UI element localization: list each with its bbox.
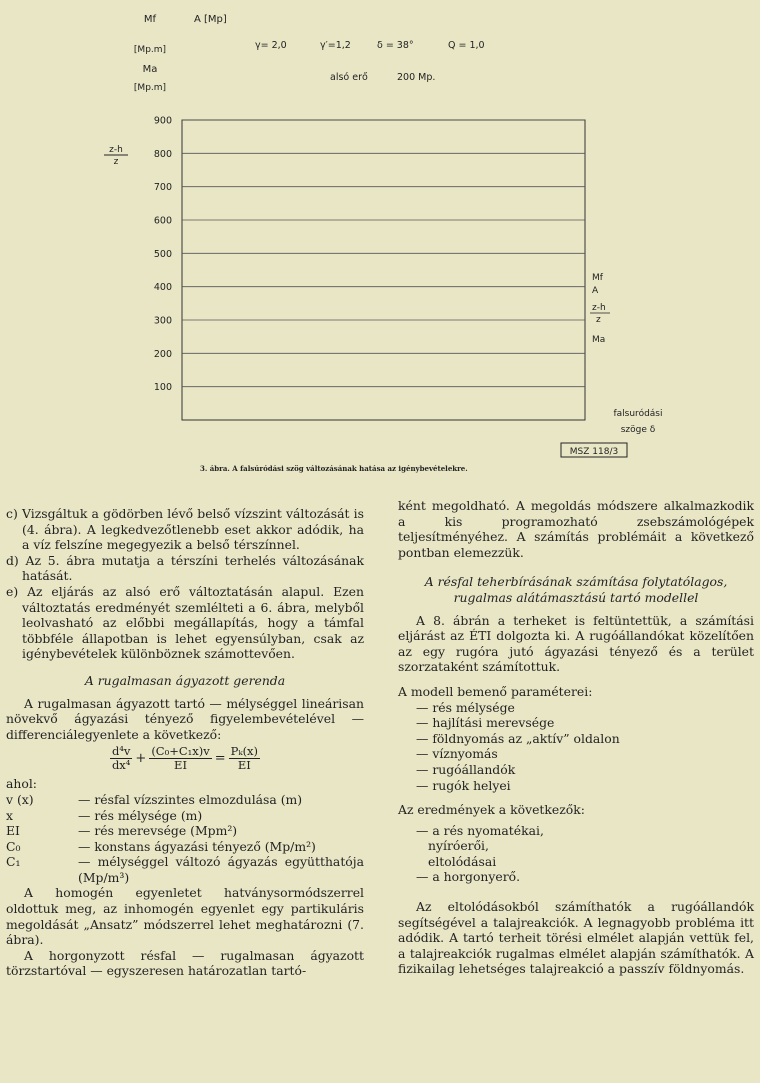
also-ero-value: 200 Mp. [397,72,436,83]
model-list [398,700,754,794]
paragraph-continuation: ként megoldható. A megoldás módszere alkalmazkodik a kis programozható zsebszámológépek teljesítményéhez. A számítás problémáit a következő pontban elemezzük. [398,498,754,560]
model-intro: A modell bemenő paraméterei: [398,683,593,699]
symbol-row: C₀ — konstans ágyazási tényező (Mp/m²) [6,838,316,854]
list-item: nyíróerői, [428,838,489,854]
differential-equation: $\frac{\text{d⁴v}}{\text{dx⁴}}$ + $\frac{\text{(C₀+C₁x)v}}{EI}$ = $\frac{\text{Pₖ(x)}}{EI}$ [111,744,259,773]
y-tick-label: 300 [153,315,172,327]
param-q: Q = 1,0 [448,40,485,51]
paragraph-intro: A rugalmasan ágyazott tartó — mélységgel lineárisan növekvő ágyazási tényező figyelembevételével — differenciálegyenlete a következő: [6,695,364,742]
paragraph-horgonyzott: A horgonyzott résfal — rugalmasan ágyazott törzstartóval — egyszeresen határozatlan tartó- [6,947,364,979]
legend-label-ma: Ma [592,335,606,345]
symbol-row: v (x) — résfal vízszintes elmozdulása (m) [6,791,303,807]
paragraph-abra8: A 8. ábrán a terheket is feltüntettük, a számítási eljárást az ÉTI dolgozta ki. A rugóállandókat közelítően az egy rugóra jutó ágyazási tényező és a terület szorzataként számítottuk. [398,612,754,675]
ahol-label: ahol: [6,776,37,792]
section-heading-gerenda: A rugalmasan ágyazott gerenda [84,672,286,688]
plot-frame [182,120,585,420]
chart [0,0,760,465]
fraction-c0c1: $\frac{\text{(C₀+C₁x)v}}{EI}$ [151,744,210,773]
right-column [398,498,754,977]
y-tick-label: 100 [153,382,172,394]
left-axis-label-2: [Mp.m] [133,45,167,55]
symbol-row: C₁ — mélységgel változó ágyazás együtthatója (Mp/m³) [6,854,364,885]
y-tick-label: 700 [153,182,172,194]
param-gamma1: γ′=1,2 [320,40,351,51]
a-axis-label: A [Mp] [194,14,227,25]
ratio-label-bottom: z [113,157,119,167]
symbol-row: x — rés mélysége (m) [6,807,203,823]
param-gamma: γ= 2,0 [255,40,287,51]
plot-grid [182,120,585,420]
legend-label-zh: z-h [592,303,606,313]
y-tick-label: 200 [153,348,172,360]
symbol-list [6,792,364,886]
list-item: — rugók helyei [416,777,511,793]
list-item: eltolódásai [428,853,497,869]
item-e: e) Az eljárás az alsó erő változtatásán alapul. Ezen változtatás eredményét szemlélteti a 6. ábra, melyből leolvasható az előbbi megállapítás, hogy a támfal többféle állapotban is lehet egyensúlyban, csak az igénybevételek különböznek számottevően. [6,583,364,662]
results-list [398,823,754,885]
legend-label-mf: Mf [592,273,603,283]
also-ero-label: alsó erő [330,72,368,83]
left-axis-label-4: [Mp.m] [133,83,167,93]
results-intro: Az eredmények a következők: [398,802,585,818]
fraction-pk: $\frac{\text{Pₖ(x)}}{EI}$ [230,744,259,773]
y-tick-label: 600 [153,215,172,227]
list-item: — a horgonyerő. [416,869,521,885]
list-item: — hajlítási merevsége [416,715,555,731]
y-tick-label: 900 [153,115,172,127]
symbol-row: EI — rés merevsége (Mpm²) [6,823,238,839]
y-tick-label: 400 [153,282,172,294]
list-item: — rugóállandók [416,761,516,777]
legend-label-a: A [592,286,599,296]
item-d: d) Az 5. ábra mutatja a térszíni terhelés változásának hatását. [6,552,364,584]
y-tick-label: 500 [153,248,172,260]
list-item: — rés mélysége [416,699,515,715]
list-item: — földnyomás az „aktív” oldalon [416,730,620,746]
left-axis-label-1: Mf [143,14,157,25]
legend-label-z: z [596,315,601,325]
list-item: — víznyomás [416,746,498,762]
ratio-label-top: z-h [109,145,123,155]
section-heading-resfal: A résfal teherbírásának számítása folytatólagos, rugalmas alátámasztású tartó modellel [424,574,728,605]
x-axis-label-1: falsuródási [613,409,663,419]
fraction-d4v: $\frac{\text{d⁴v}}{\text{dx⁴}}$ [111,744,131,773]
ticks [154,116,172,394]
list-item: — a rés nyomatékai, [416,822,544,838]
paragraph-eltolodasok: Az eltolódásokból számíthatók a rugóállandók segítségével a talajreakciók. A legnagyobb probléma itt adódik. A tartó terheit törési elmélet alapján vettük fel, a talajreakciók rugalmas elmélet alapján számíthatók. A fizikailag lehetséges talajreakció a passzív földnyomás. [398,899,754,977]
left-axis-label-3: Ma [142,64,158,75]
x-axis-label-2: szöge δ [620,425,656,435]
item-c: c) Vizsgáltuk a gödörben lévő belső vízszint változását is (4. ábra). A legkedvezőtlenebb eset akkor adódik, ha a víz felszíne megegyezik a belső térszínnel. [6,506,364,553]
left-column [6,506,364,979]
figure-caption: 3. ábra. A falsúródási szög változásának hatása az igénybevételekre. [200,464,468,473]
stamp-text: MSZ 118/3 [569,447,619,457]
paragraph-homogen: A homogén egyenletet hatványsormódszerrel oldottuk meg, az inhomogén egyenlet egy partikuláris megoldását „Ansatz” módszerrel lehet meghatározni (7. ábra). [6,885,364,948]
y-tick-label: 800 [153,148,172,160]
param-delta: δ = 38° [377,40,414,51]
